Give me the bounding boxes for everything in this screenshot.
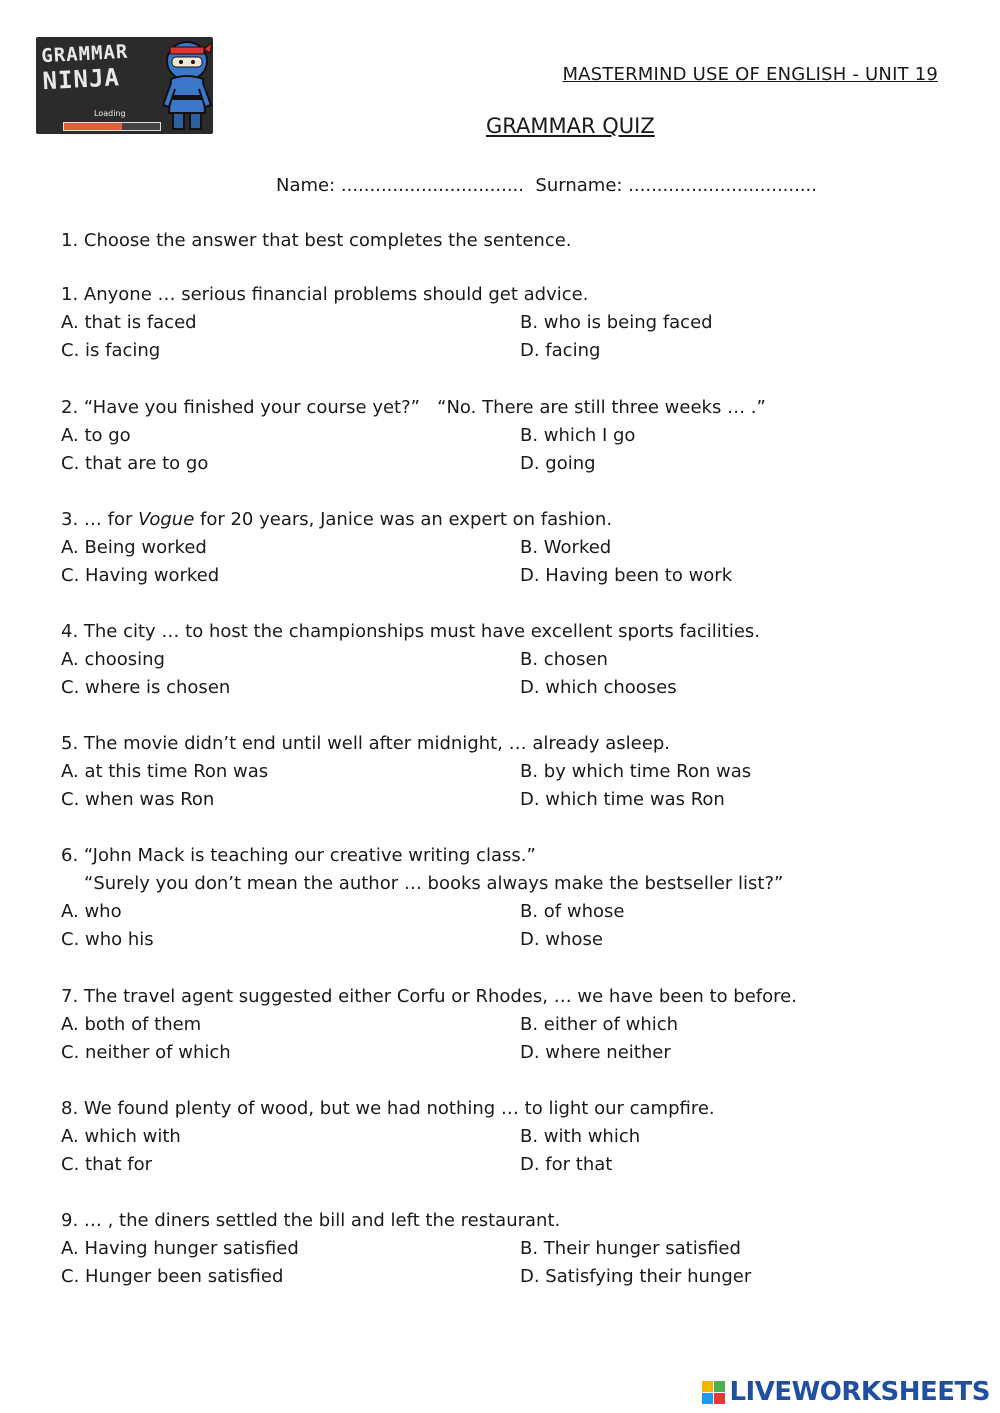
logo-square xyxy=(702,1393,713,1404)
question-7 xyxy=(61,983,961,1067)
question-stem: 2. “Have you finished your course yet?” “No. There are still three weeks … .” xyxy=(61,397,766,418)
option-a[interactable]: A. choosing xyxy=(61,649,165,670)
option-c[interactable]: C. when was Ron xyxy=(61,789,215,810)
ninja-icon xyxy=(161,39,213,133)
option-c[interactable]: C. is facing xyxy=(61,340,161,361)
logo-line1: GRAMMAR xyxy=(40,40,129,68)
question-stem: 5. The movie didn’t end until well after midnight, … already asleep. xyxy=(61,733,670,754)
question-8 xyxy=(61,1095,961,1179)
option-a[interactable]: A. both of them xyxy=(61,1014,202,1035)
logo-progress-fill xyxy=(64,123,122,130)
option-c[interactable]: C. Hunger been satisfied xyxy=(61,1266,284,1287)
question-stem: 9. … , the diners settled the bill and left the restaurant. xyxy=(61,1210,561,1231)
instructions: 1. Choose the answer that best completes the sentence. xyxy=(61,230,572,251)
option-b[interactable]: B. either of which xyxy=(520,1014,679,1035)
option-d[interactable]: D. whose xyxy=(520,929,603,950)
question-stem: 1. Anyone … serious financial problems should get advice. xyxy=(61,284,589,305)
question-5 xyxy=(61,730,961,814)
option-a[interactable]: A. at this time Ron was xyxy=(61,761,269,782)
name-surname-fields: Name: ................................ Surname: ................................. xyxy=(276,175,817,196)
question-stem: 7. The travel agent suggested either Corfu or Rhodes, … we have been to before. xyxy=(61,986,797,1007)
stem-pre: 3. … for xyxy=(61,509,139,530)
page-title: GRAMMAR QUIZ xyxy=(486,114,655,138)
option-d[interactable]: D. which chooses xyxy=(520,677,677,698)
option-a[interactable]: A. to go xyxy=(61,425,131,446)
option-d[interactable]: D. going xyxy=(520,453,596,474)
option-d[interactable]: D. where neither xyxy=(520,1042,671,1063)
logo-square xyxy=(714,1381,725,1392)
liveworksheets-logo-icon xyxy=(702,1381,725,1404)
option-b[interactable]: B. Their hunger satisfied xyxy=(520,1238,741,1259)
stem-magazine-title: Vogue xyxy=(138,509,195,530)
option-c[interactable]: C. where is chosen xyxy=(61,677,231,698)
stem-post: for 20 years, Janice was an expert on fashion. xyxy=(194,509,613,530)
option-d[interactable]: D. for that xyxy=(520,1154,613,1175)
option-b[interactable]: B. of whose xyxy=(520,901,625,922)
option-d[interactable]: D. Having been to work xyxy=(520,565,733,586)
logo-loading-label: Loading xyxy=(94,109,126,118)
option-c[interactable]: C. that are to go xyxy=(61,453,209,474)
liveworksheets-footer[interactable] xyxy=(702,1377,990,1407)
logo-square xyxy=(714,1393,725,1404)
option-b[interactable]: B. chosen xyxy=(520,649,608,670)
option-a[interactable]: A. Having hunger satisfied xyxy=(61,1238,299,1259)
option-a[interactable]: A. that is faced xyxy=(61,312,197,333)
question-9 xyxy=(61,1207,961,1291)
question-stem: 8. We found plenty of wood, but we had nothing … to light our campfire. xyxy=(61,1098,715,1119)
question-2 xyxy=(61,394,961,478)
option-d[interactable]: D. Satisfying their hunger xyxy=(520,1266,752,1287)
option-c[interactable]: C. neither of which xyxy=(61,1042,231,1063)
question-stem-continued: “Surely you don’t mean the author … books always make the bestseller list?” xyxy=(84,873,784,894)
question-stem xyxy=(61,506,961,534)
option-b[interactable]: B. with which xyxy=(520,1126,641,1147)
option-c[interactable]: C. who his xyxy=(61,929,154,950)
question-3 xyxy=(61,506,961,590)
option-d[interactable]: D. facing xyxy=(520,340,601,361)
option-b[interactable]: B. which I go xyxy=(520,425,636,446)
liveworksheets-brand[interactable]: LIVEWORKSHEETS xyxy=(729,1377,990,1407)
option-c[interactable]: C. Having worked xyxy=(61,565,220,586)
logo-title xyxy=(41,41,131,95)
question-stem: 6. “John Mack is teaching our creative writing class.” xyxy=(61,845,536,866)
grammar-ninja-logo xyxy=(36,37,213,134)
question-6 xyxy=(61,842,961,954)
option-b[interactable]: B. Worked xyxy=(520,537,612,558)
logo-progress-bar xyxy=(63,122,161,131)
option-b[interactable]: B. who is being faced xyxy=(520,312,713,333)
option-a[interactable]: A. which with xyxy=(61,1126,181,1147)
question-4 xyxy=(61,618,961,702)
option-c[interactable]: C. that for xyxy=(61,1154,153,1175)
question-1 xyxy=(61,281,961,365)
question-stem: 4. The city … to host the championships must have excellent sports facilities. xyxy=(61,621,760,642)
unit-heading: MASTERMIND USE OF ENGLISH - UNIT 19 xyxy=(562,64,938,85)
logo-square xyxy=(702,1381,713,1392)
option-a[interactable]: A. Being worked xyxy=(61,537,207,558)
option-d[interactable]: D. which time was Ron xyxy=(520,789,725,810)
option-b[interactable]: B. by which time Ron was xyxy=(520,761,752,782)
option-a[interactable]: A. who xyxy=(61,901,122,922)
logo-line2: NINJA xyxy=(41,63,121,96)
